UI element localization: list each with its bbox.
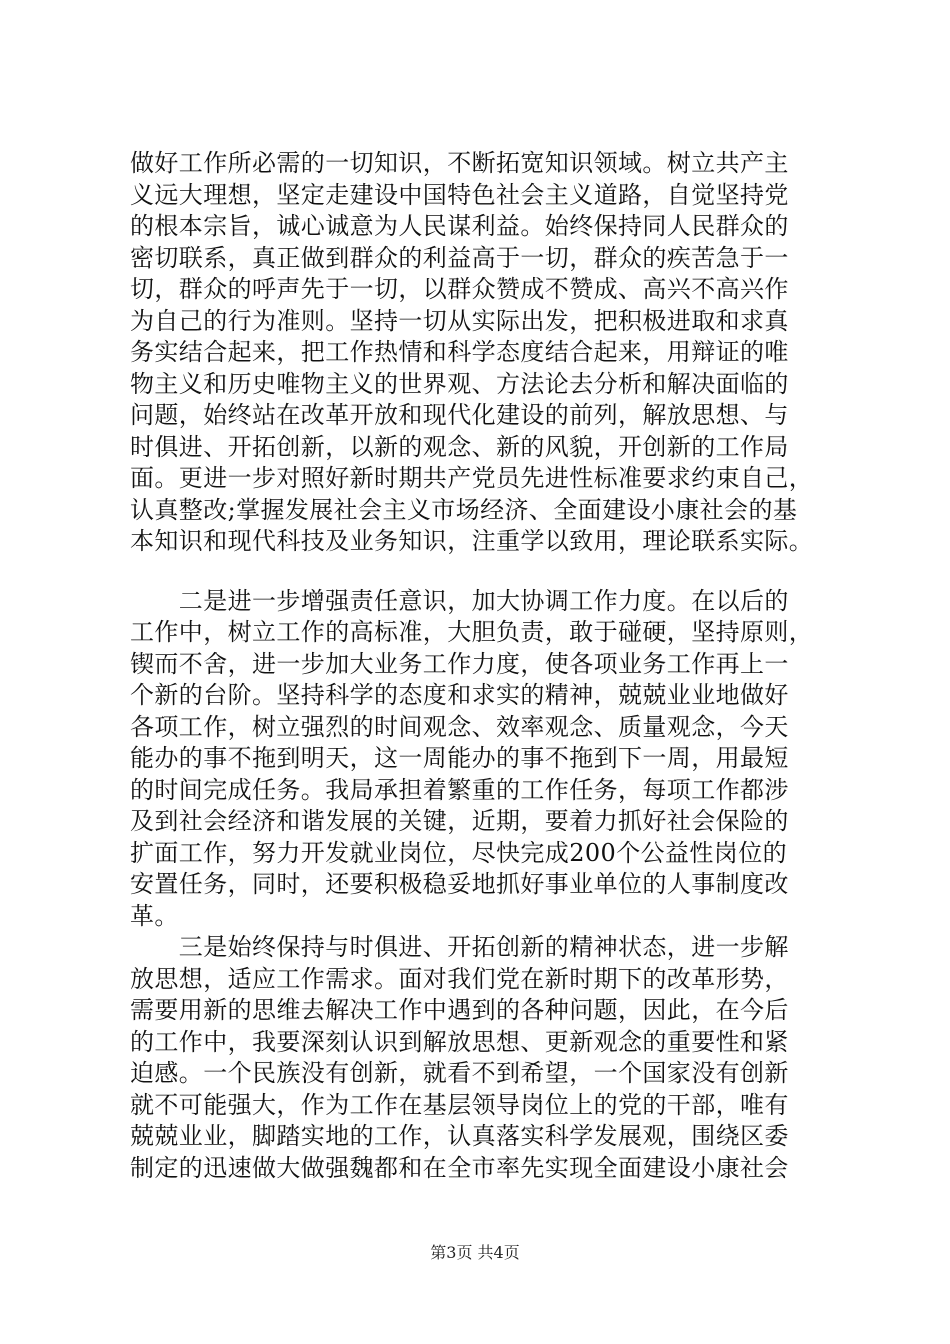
text-line: 就不可能强大，作为工作在基层领导岗位上的党的干部，唯有 [130,1090,789,1119]
paragraph-gap [130,558,830,586]
text-line: 三是始终保持与时俱进、开拓创新的精神状态，进一步解 [130,933,789,961]
text-line: 时俱进、开拓创新，以新的观念、新的风貌，开创新的工作局 [130,432,789,461]
text-line: 扩面工作，努力开发就业岗位，尽快完成200个公益性岗位的 [130,838,788,867]
text-line: 义远大理想，坚定走建设中国特色社会主义道路，自觉坚持党 [130,180,789,209]
text-line: 安置任务，同时，还要积极稳妥地抓好事业单位的人事制度改 [130,870,789,898]
text-line: 个新的台阶。坚持科学的态度和求实的精神，兢兢业业地做好 [130,681,789,709]
text-line: 及到社会经济和谐发展的关键，近期，要着力抓好社会保险的 [130,807,789,835]
page-number-footer: 第3页 共4页 [430,1243,520,1262]
text-line: 做好工作所必需的一切知识，不断拓宽知识领域。树立共产主 [130,149,789,177]
text-line: 为自己的行为准则。坚持一切从实际出发，把积极进取和求真 [130,306,789,335]
text-line: 革。 [130,901,179,930]
text-line: 的工作中，我要深刻认识到解放思想、更新观念的重要性和紧 [130,1027,789,1056]
text-line: 务实结合起来，把工作热情和科学态度结合起来，用辩证的唯 [130,338,789,366]
text-line: 物主义和历史唯物主义的世界观、方法论去分析和解决面临的 [130,369,789,398]
paragraph [130,932,830,1184]
text-line: 的时间完成任务。我局承担着繁重的工作任务，每项工作都涉 [130,775,789,804]
text-line: 密切联系，真正做到群众的利益高于一切，群众的疾苦急于一 [130,243,789,272]
document-body [130,148,830,1184]
text-line: 面。更进一步对照好新时期共产党员先进性标准要求约束自己， [130,464,814,492]
text-line: 兢兢业业，脚踏实地的工作，认真落实科学发展观，围绕区委 [130,1122,789,1150]
text-line: 迫感。一个民族没有创新，就看不到希望，一个国家没有创新 [130,1059,789,1087]
paragraph [130,586,830,933]
text-line: 需要用新的思维去解决工作中遇到的各种问题，因此，在今后 [130,996,789,1024]
text-line: 本知识和现代科技及业务知识，注重学以致用，理论联系实际。 [130,527,814,555]
text-line: 二是进一步增强责任意识，加大协调工作力度。在以后的 [130,586,789,615]
text-line: 放思想，适应工作需求。面对我们党在新时期下的改革形势， [130,964,789,993]
text-line: 能办的事不拖到明天，这一周能办的事不拖到下一周，用最短 [130,744,789,772]
text-line: 各项工作，树立强烈的时间观念、效率观念、质量观念，今天 [130,712,789,741]
text-line: 问题，始终站在改革开放和现代化建设的前列，解放思想、与 [130,401,789,429]
text-line: 的根本宗旨，诚心诚意为人民谋利益。始终保持同人民群众的 [130,212,789,240]
text-line: 工作中，树立工作的高标准，大胆负责，敢于碰硬，坚持原则， [130,618,814,646]
text-line: 锲而不舍，进一步加大业务工作力度，使各项业务工作再上一 [130,649,789,678]
text-line: 切，群众的呼声先于一切，以群众赞成不赞成、高兴不高兴作 [130,275,789,303]
paragraph [130,148,830,558]
text-line: 制定的迅速做大做强魏都和在全市率先实现全面建设小康社会 [130,1153,789,1182]
text-line: 认真整改;掌握发展社会主义市场经济、全面建设小康社会的基 [130,495,798,524]
